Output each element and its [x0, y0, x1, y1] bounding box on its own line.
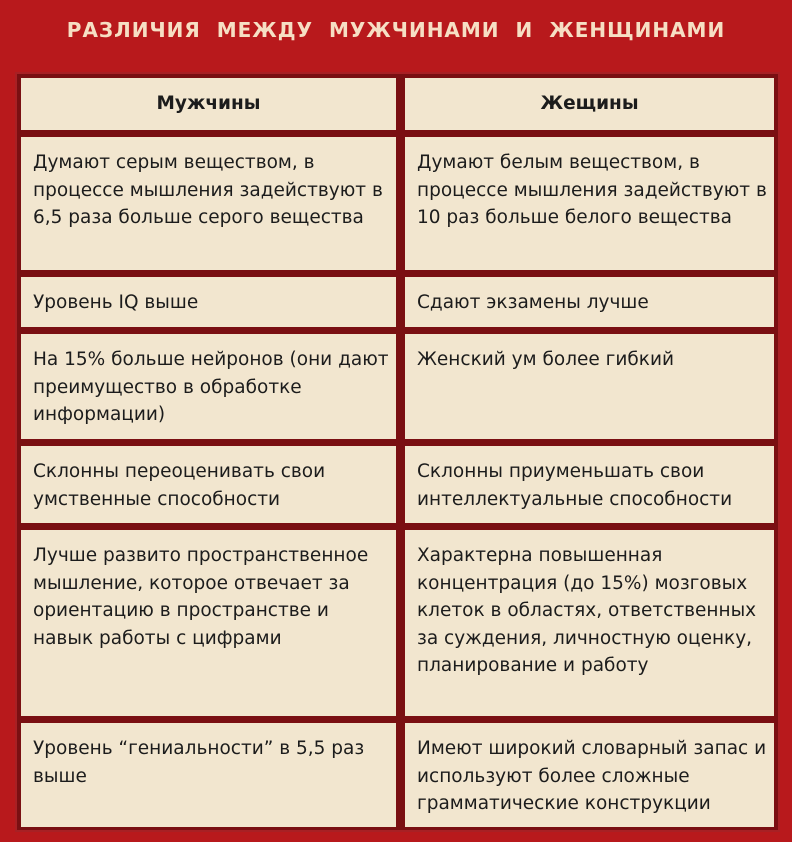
column-header-men: Мужчины — [21, 78, 396, 130]
table-cell-women: Думают белым веществом, в процессе мышления задействуют в 10 раз больше белого вещества — [405, 137, 774, 270]
table-cell-men: Думают серым веществом, в процессе мышления задействуют в 6,5 раза больше серого вещества — [21, 137, 396, 270]
table-cell-women: Женский ум более гибкий — [405, 334, 774, 439]
table-cell-men: Уровень “гениальности” в 5,5 раз выше — [21, 723, 396, 827]
table-cell-men: Лучше развито пространственное мышление, которое отвечает за ориентацию в пространстве и навык работы с цифрами — [21, 530, 396, 716]
table-cell-men: Склонны переоценивать свои умственные способности — [21, 446, 396, 523]
table-cell-women: Характерна повышенная концентрация (до 15%) мозговых клеток в областях, ответственных за суждения, личностную оценку, планирование и работу — [405, 530, 774, 716]
table-cell-men: На 15% больше нейронов (они дают преимущество в обработке информации) — [21, 334, 396, 439]
column-header-women: Жещины — [405, 78, 774, 130]
page-title: РАЗЛИЧИЯ МЕЖДУ МУЖЧИНАМИ И ЖЕНЩИНАМИ — [66, 18, 726, 42]
table-cell-women: Сдают экзамены лучше — [405, 277, 774, 327]
table-cell-women: Имеют широкий словарный запас и используют более сложные грамматические конструкции — [405, 723, 774, 827]
table-cell-women: Склонны приуменьшать свои интеллектуальные способности — [405, 446, 774, 523]
table-cell-men: Уровень IQ выше — [21, 277, 396, 327]
comparison-table — [15, 72, 780, 832]
